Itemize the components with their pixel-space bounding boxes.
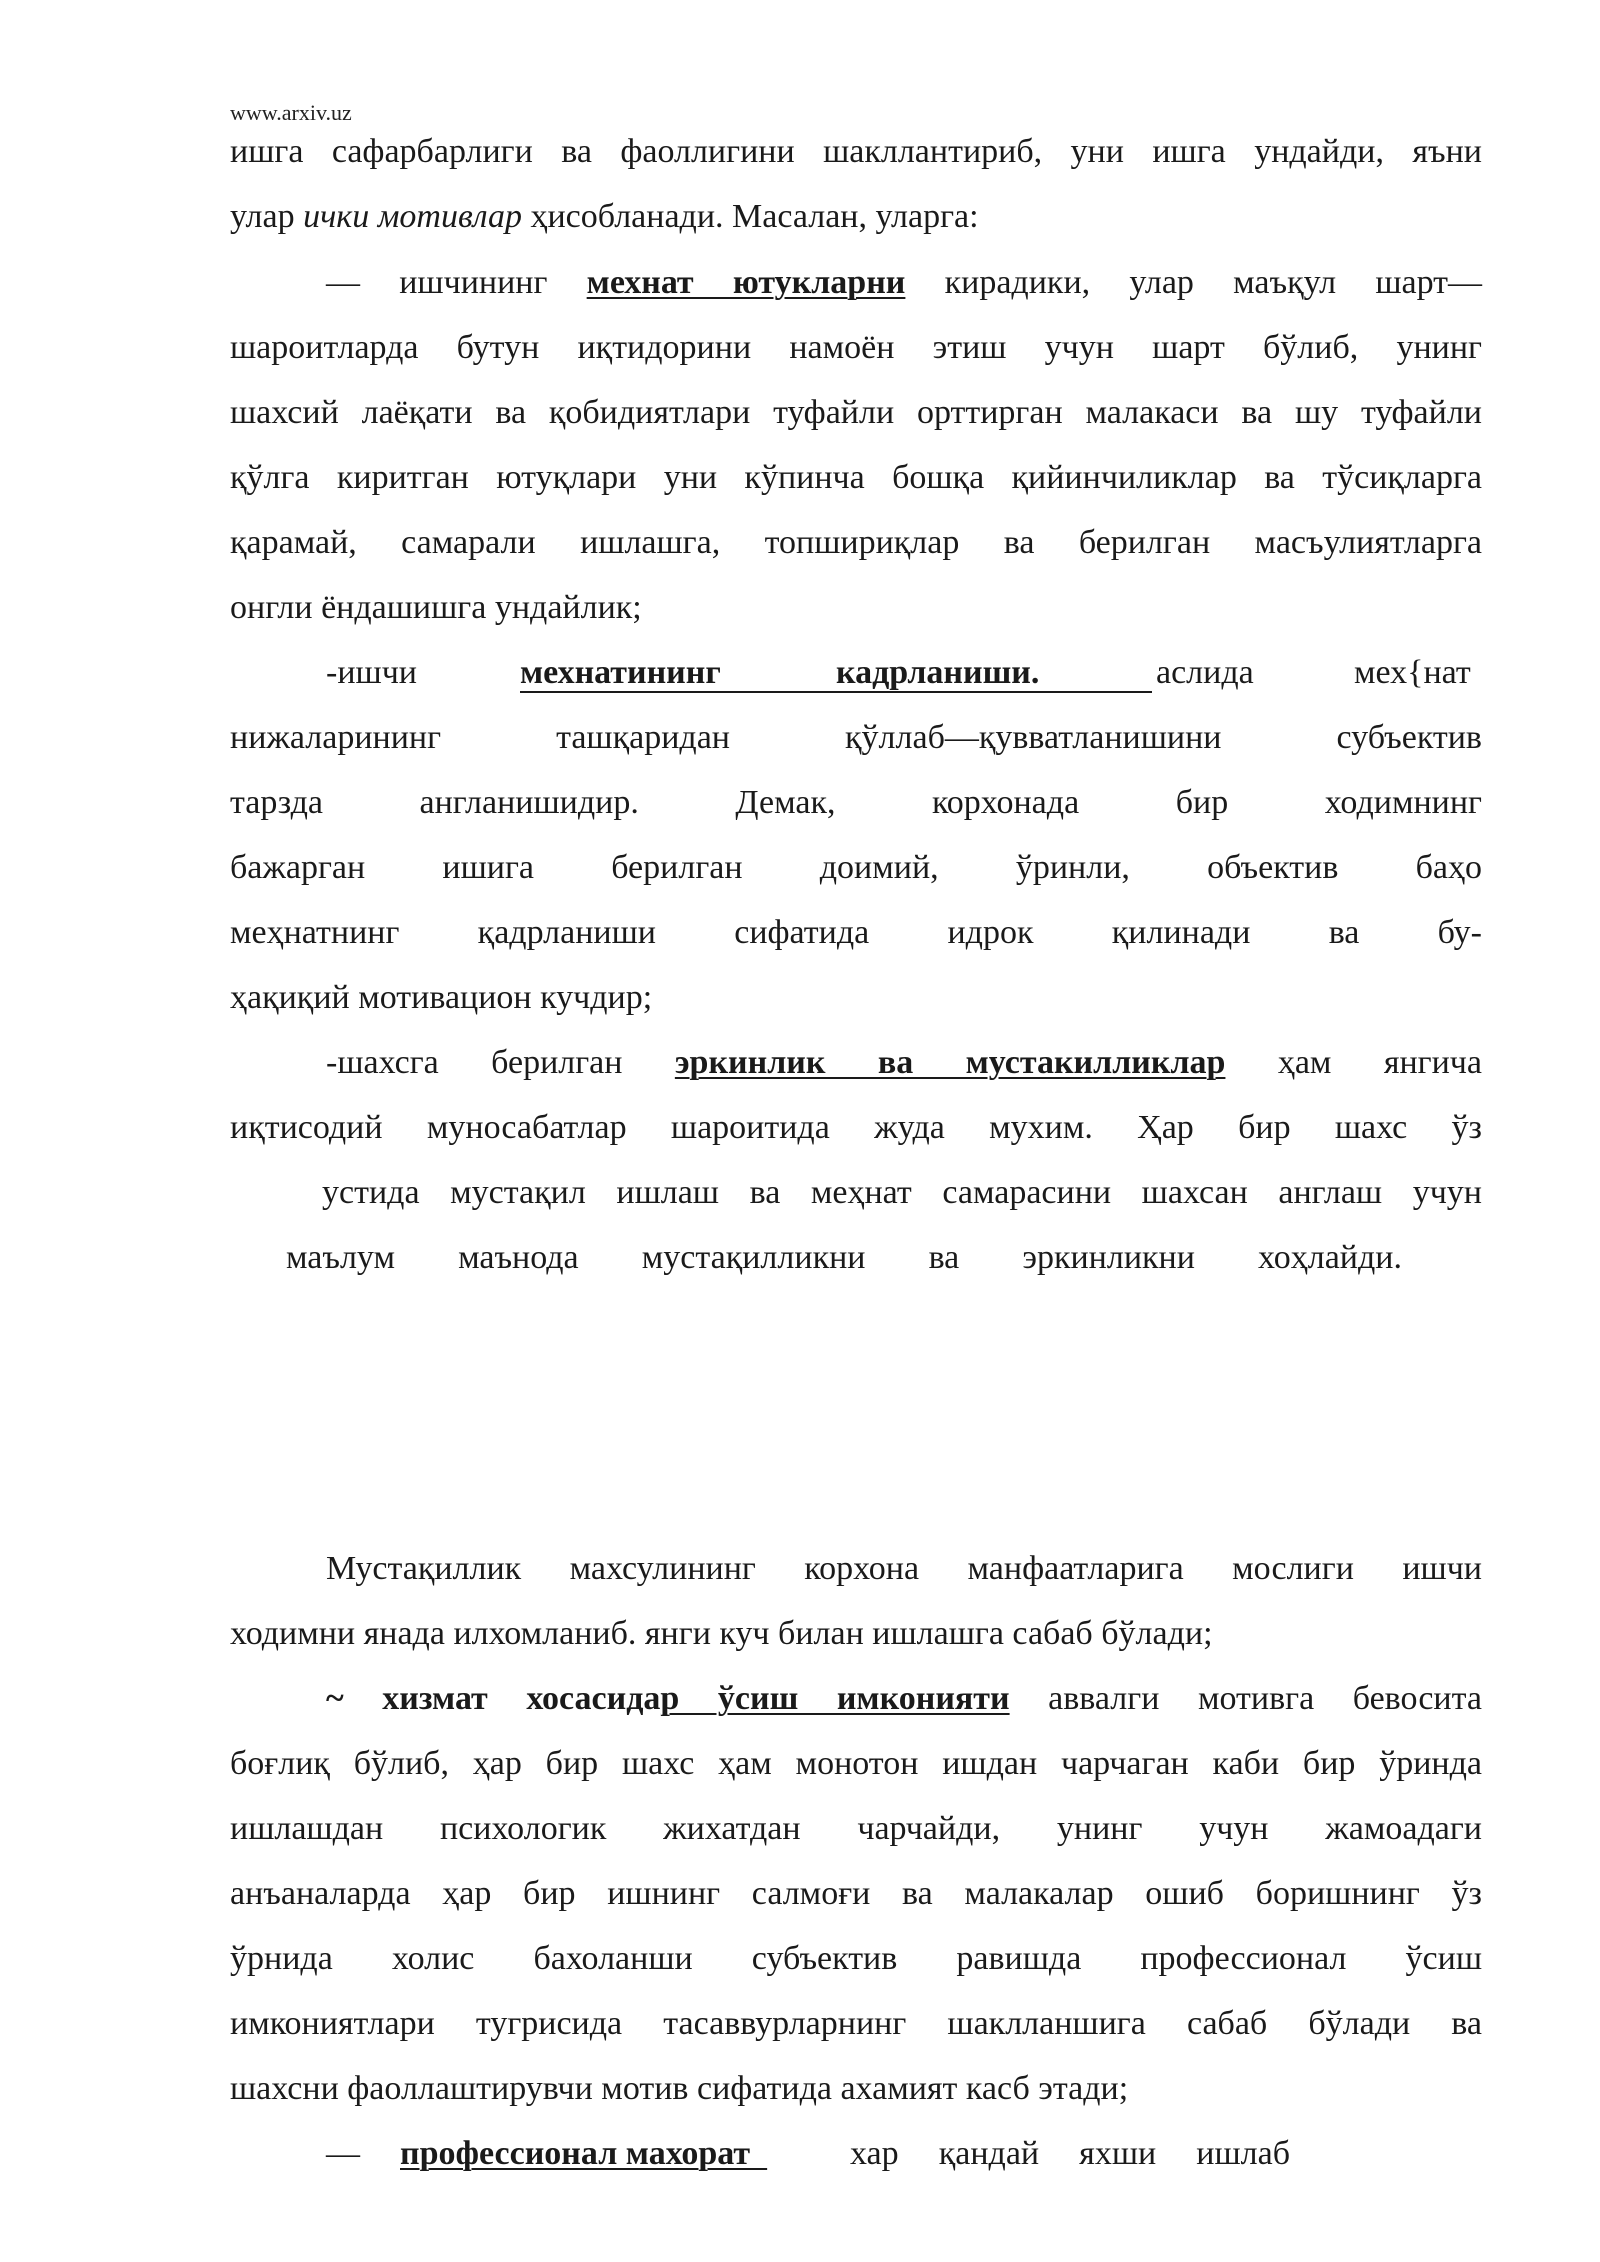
text-run: ҳисобланади. Масалан, уларга:: [521, 198, 979, 235]
italic-term: ички мотивлар: [303, 198, 522, 235]
text-line: қарамай, самарали ишлашга, топшириқлар ва берилган масъулиятларга: [230, 524, 1482, 561]
text-line: ҳақиқий мотивацион кучдир;: [230, 979, 653, 1016]
text-line: [230, 197, 1482, 237]
text-line: [326, 263, 1482, 303]
text-line: ўрнида холис бахоланши субъектив равишда профессионал ўсиш: [230, 1940, 1482, 1977]
text-line: иқтисодий муносабатлар шароитида жуда мухим. Ҳар бир шахс ўз: [230, 1109, 1482, 1146]
text-run: аслида: [1156, 654, 1254, 691]
text-run: улар: [230, 198, 304, 235]
underlined-term: профессионал махорат: [400, 2135, 768, 2172]
text-line: [326, 1043, 1482, 1083]
text-line: ишга сафарбарлиги ва фаоллигини шакллантириб, уни ишга ундайди, яъни: [230, 133, 1482, 170]
text-line: онгли ёндашишга ундайлик;: [230, 589, 642, 626]
text-run: -шахсга берилган: [326, 1044, 675, 1081]
text-line: устида мустақил ишлаш ва меҳнат самарасини шахсан англаш учун: [322, 1174, 1482, 1211]
text-line: ходимни янада илхомланиб. янги куч билан ишлашга сабаб бўлади;: [230, 1615, 1213, 1652]
text-line: Мустақиллик махсулининг корхона манфаатларига мослиги ишчи: [326, 1550, 1482, 1587]
text-run: -ишчи: [326, 654, 417, 691]
text-line: нижаларининг ташқаридан қўллаб—қувватланишини субъектив: [230, 719, 1482, 756]
text-line: анъаналарда ҳар бир ишнинг салмоғи ва малакалар ошиб боришнинг ўз: [230, 1875, 1482, 1912]
text-line: хар қандай яхши ишлаб: [850, 2135, 1290, 2172]
text-line: ишлашдан психологик жихатдан чарчайди, унинг учун жамоадаги: [230, 1810, 1482, 1847]
underlined-term: эркинлик ва мустакилликлар: [674, 1044, 1226, 1081]
bold-term: ~ хизмат хосасида: [326, 1680, 661, 1717]
text-line: шахсий лаёқати ва қобидиятлари туфайли орттирган малакаси ва шу туфайли: [230, 394, 1482, 431]
underlined-term: р ўсиш имконияти: [660, 1680, 1010, 1717]
text-line: қўлга киритган ютуқлари уни кўпинча бошқа қийинчиликлар ва тўсиқларга: [230, 459, 1482, 496]
underlined-term-word: кадрланиши.: [836, 654, 1040, 691]
text-line: шахсни фаоллаштирувчи мотив сифатида ахамият касб этади;: [230, 2070, 1129, 2107]
text-line: шароитларда бутун иқтидорини намоён этиш учун шарт бўлиб, унинг: [230, 329, 1482, 366]
text-run: — ишчининг: [326, 264, 587, 301]
text-run: аввалги мотивга бевосита: [1009, 1680, 1482, 1717]
text-run: мех{нат: [1354, 654, 1471, 691]
text-line: маълум маънода мустақилликни ва эркинликни хоҳлайди.: [286, 1239, 1402, 1276]
underlined-term: [520, 653, 1152, 693]
underlined-term: мехнат ютукларни: [586, 264, 906, 301]
site-watermark: www.arxiv.uz: [230, 100, 352, 125]
text-line: имкониятлари тугрисида тасаввурларнинг шаклланшига сабаб бўлади ва: [230, 2005, 1482, 2042]
text-line: [326, 1679, 1482, 1719]
text-line: тарзда англанишидир. Демак, корхонада бир ходимнинг: [230, 784, 1482, 821]
text-line: боғлиқ бўлиб, ҳар бир шахс ҳам монотон ишдан чарчаган каби бир ўринда: [230, 1745, 1482, 1782]
text-line: бажарган ишига берилган доимий, ўринли, объектив баҳо: [230, 849, 1482, 886]
text-line: меҳнатнинг қадрланиши сифатида идрок қилинади ва бу-: [230, 914, 1482, 951]
underlined-term-word: мехнатининг: [520, 654, 721, 691]
text-run: кирадики, улар маъқул шарт—: [905, 264, 1482, 301]
text-run: ҳам янгича: [1225, 1044, 1482, 1081]
text-run: —: [326, 2135, 360, 2172]
